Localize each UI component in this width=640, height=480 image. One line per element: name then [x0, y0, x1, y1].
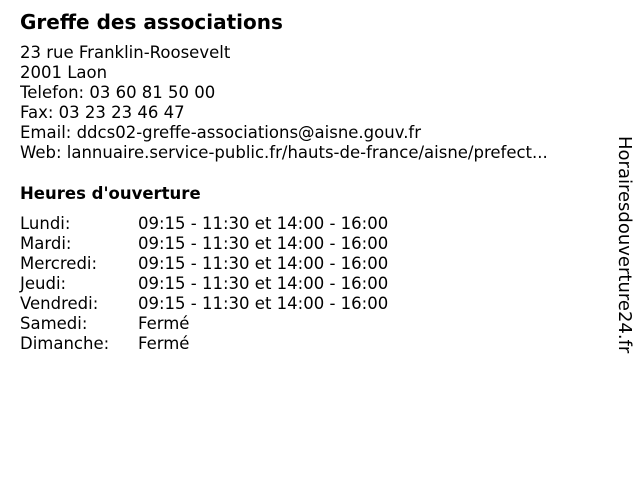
time-range: Fermé: [138, 314, 190, 333]
phone-number: Telefon: 03 60 81 50 00: [20, 83, 216, 102]
day-label: Dimanche:: [20, 334, 110, 353]
hours-row-monday: [20, 214, 580, 234]
contact-info: [20, 43, 600, 163]
time-range: 09:15 - 11:30 et 14:00 - 16:00: [138, 214, 389, 233]
day-label: Vendredi:: [20, 294, 99, 313]
opening-hours-table: [20, 214, 580, 354]
time-range: 09:15 - 11:30 et 14:00 - 16:00: [138, 274, 389, 293]
hours-row-wednesday: [20, 254, 580, 274]
day-label: Lundi:: [20, 214, 71, 233]
day-label: Samedi:: [20, 314, 88, 333]
time-range: 09:15 - 11:30 et 14:00 - 16:00: [138, 294, 389, 313]
day-label: Mardi:: [20, 234, 72, 253]
email-address: Email: ddcs02-greffe-associations@aisne.gouv.fr: [20, 123, 422, 142]
time-range: Fermé: [138, 334, 190, 353]
time-range: 09:15 - 11:30 et 14:00 - 16:00: [138, 234, 389, 253]
time-range: 09:15 - 11:30 et 14:00 - 16:00: [138, 254, 389, 273]
hours-row-thursday: [20, 274, 580, 294]
page-title: Greffe des associations: [20, 10, 283, 34]
opening-hours-heading: Heures d'ouverture: [20, 184, 201, 203]
hours-row-saturday: [20, 314, 580, 334]
hours-row-friday: [20, 294, 580, 314]
fax-number: Fax: 03 23 23 46 47: [20, 103, 185, 122]
day-label: Mercredi:: [20, 254, 98, 273]
site-watermark: Horairesdouverture24.fr: [614, 136, 635, 354]
hours-row-sunday: [20, 334, 580, 354]
website-url: Web: lannuaire.service-public.fr/hauts-de-france/aisne/prefect...: [20, 143, 548, 162]
address-street: 23 rue Franklin-Roosevelt: [20, 43, 231, 62]
hours-row-tuesday: [20, 234, 580, 254]
day-label: Jeudi:: [20, 274, 67, 293]
address-city: 2001 Laon: [20, 63, 108, 82]
